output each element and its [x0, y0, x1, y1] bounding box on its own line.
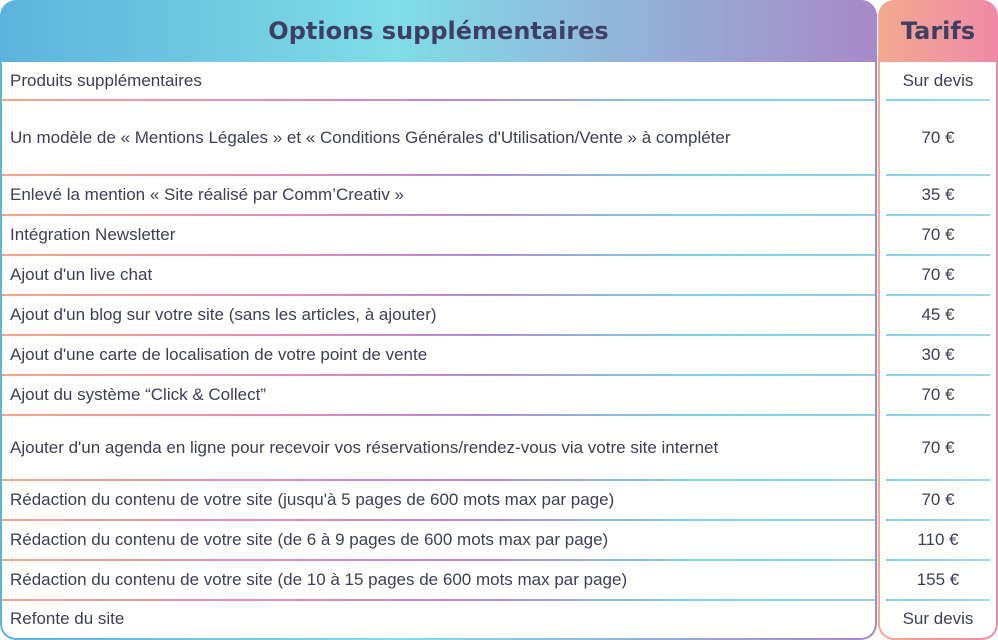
option-price: 70 € — [921, 127, 955, 147]
option-label: Ajout du système “Click & Collect” — [10, 385, 267, 404]
option-label: Ajout d'une carte de localisation de votre point de vente — [10, 345, 428, 364]
option-price: 35 € — [921, 185, 955, 204]
tarifs-title: Tarifs — [900, 17, 976, 45]
option-price: 70 € — [921, 225, 955, 244]
option-label: Enlevé la mention « Site réalisé par Comm’Creativ » — [10, 185, 405, 204]
options-header — [0, 0, 877, 62]
option-label: Rédaction du contenu de votre site (jusqu'à 5 pages de 600 mots max par page) — [10, 490, 615, 509]
option-price: 110 € — [917, 530, 959, 549]
options-title: Options supplémentaires — [268, 17, 609, 45]
option-label: Ajout d'un blog sur votre site (sans les articles, à ajouter) — [10, 305, 437, 324]
option-price: 70 € — [921, 265, 955, 284]
tarifs-header — [878, 0, 998, 62]
option-price: Sur devis — [902, 609, 974, 628]
tarifs-list — [880, 62, 996, 638]
option-price: 70 € — [921, 490, 955, 509]
option-label: Un modèle de « Mentions Légales » et « Conditions Générales d'Utilisation/Vente » à compléter — [10, 127, 731, 147]
option-label: Produits supplémentaires — [10, 71, 202, 90]
option-label: Refonte du site — [10, 609, 125, 628]
options-list — [2, 62, 875, 638]
tarifs-panel — [878, 0, 998, 640]
option-price: 45 € — [921, 305, 955, 324]
option-label: Ajouter d'un agenda en ligne pour recevoir vos réservations/rendez-vous via votre site internet — [10, 437, 719, 457]
option-price: Sur devis — [902, 71, 974, 90]
option-label: Rédaction du contenu de votre site (de 6 à 9 pages de 600 mots max par page) — [10, 530, 609, 549]
option-label: Ajout d'un live chat — [10, 265, 153, 284]
option-label: Intégration Newsletter — [10, 225, 176, 244]
option-price: 70 € — [921, 437, 955, 457]
option-price: 70 € — [921, 385, 955, 404]
option-price: 155 € — [916, 570, 960, 589]
option-label: Rédaction du contenu de votre site (de 10 à 15 pages de 600 mots max par page) — [10, 570, 628, 589]
option-price: 30 € — [921, 345, 955, 364]
